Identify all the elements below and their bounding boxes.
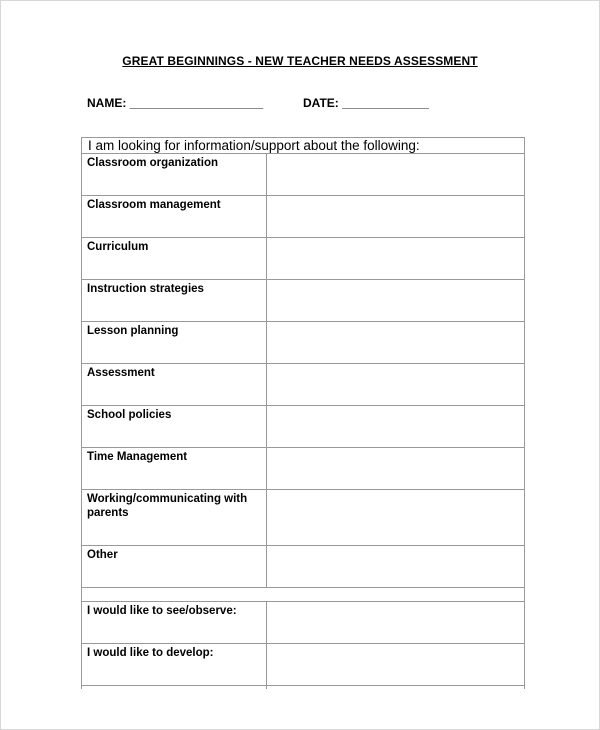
answer-cell bbox=[267, 364, 524, 405]
answer-cell bbox=[267, 448, 524, 489]
answer-cell bbox=[267, 154, 524, 195]
needs-table bbox=[81, 137, 525, 689]
topic-label: Working/communicating with parents bbox=[82, 490, 267, 545]
table-row bbox=[81, 238, 525, 280]
topic-label: School policies bbox=[82, 406, 267, 447]
name-field: NAME: ____________________ bbox=[87, 96, 264, 110]
extra-row-label: I would like to see/observe: bbox=[82, 602, 267, 643]
table-row bbox=[81, 322, 525, 364]
topic-label: Classroom organization bbox=[82, 154, 267, 195]
table-row bbox=[81, 644, 525, 686]
answer-cell bbox=[267, 280, 524, 321]
extra-row-label: I would like to develop: bbox=[82, 644, 267, 685]
table-row bbox=[81, 364, 525, 406]
table-row bbox=[81, 602, 525, 644]
answer-cell bbox=[267, 196, 524, 237]
answer-cell bbox=[267, 322, 524, 363]
document-title: GREAT BEGINNINGS - NEW TEACHER NEEDS ASSESSMENT bbox=[122, 54, 478, 68]
topic-label: Time Management bbox=[82, 448, 267, 489]
topic-label: Instruction strategies bbox=[82, 280, 267, 321]
date-field: DATE: _____________ bbox=[303, 96, 429, 110]
table-row bbox=[81, 154, 525, 196]
table-row bbox=[81, 280, 525, 322]
answer-cell bbox=[267, 490, 524, 545]
table-spacer-row bbox=[81, 588, 525, 602]
topic-label: Classroom management bbox=[82, 196, 267, 237]
topic-label: Curriculum bbox=[82, 238, 267, 279]
table-header: I am looking for information/support about the following: bbox=[81, 138, 525, 154]
answer-cell bbox=[267, 602, 524, 643]
table-row bbox=[81, 448, 525, 490]
table-tail bbox=[81, 686, 525, 689]
answer-cell bbox=[267, 644, 524, 685]
table-row bbox=[81, 546, 525, 588]
table-row bbox=[81, 406, 525, 448]
answer-cell bbox=[267, 546, 524, 587]
topic-label: Lesson planning bbox=[82, 322, 267, 363]
table-row bbox=[81, 490, 525, 546]
topic-label: Assessment bbox=[82, 364, 267, 405]
answer-cell bbox=[267, 238, 524, 279]
answer-cell bbox=[267, 406, 524, 447]
topic-label: Other bbox=[82, 546, 267, 587]
table-row bbox=[81, 196, 525, 238]
